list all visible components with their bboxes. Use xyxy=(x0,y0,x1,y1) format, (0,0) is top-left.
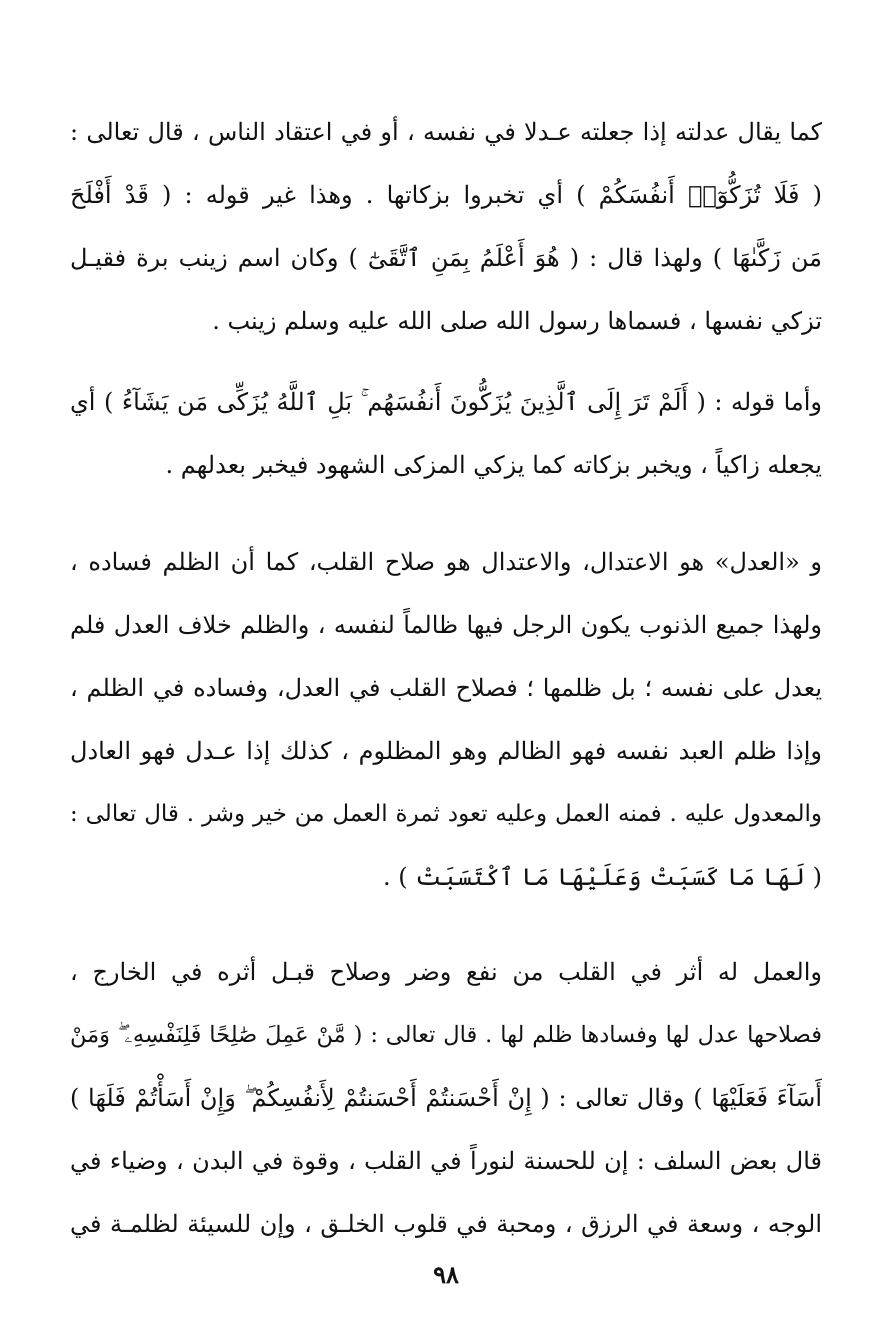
text-line: يعدل على نفسه ؛ بل ظلمها ؛ فصلاح القلب في العدل، وفساده في الظلم ، xyxy=(70,674,822,702)
text-line: والعمل له أثر في القلب من نفع وضر وصلاح قبـل أثره في الخارج ، xyxy=(70,958,822,986)
text-line: مَن زَكَّىٰهَا ) ولهذا قال : ( هُوَ أَعْلَمُ بِمَنِ ٱتَّقَىٰٓ ) وكان اسم زينب برة فقيـل xyxy=(70,244,822,272)
paragraph-1 xyxy=(70,101,822,353)
text-line: تزكي نفسها ، فسماها رسول الله صلى الله عليه وسلم زينب . xyxy=(212,307,822,335)
paragraph-3 xyxy=(70,531,822,909)
text-line: يجعله زاكياً ، ويخبر بزكاته كما يزكي المزكى الشهود فيخبر بعدلهم . xyxy=(165,451,822,479)
text-line: وأما قوله : ( أَلَمْ تَرَ إِلَى ٱلَّذِينَ يُزَكُّونَ أَنفُسَهُم ۚ بَلِ ٱللَّهُ يُزَكِّى مَن يَشَآءُ ) أي xyxy=(70,388,822,416)
text-line: ( لَهَا مَا كَسَبَتْ وَعَلَيْهَا مَا ٱكْتَسَبَتْ ) . xyxy=(383,863,822,891)
text-line: ( فَلَا تُزَكُّوٓا۟ أَنفُسَكُمْ ) أي تخبروا بزكاتها . وهذا غير قوله : ( قَدْ أَفْلَحَ xyxy=(70,181,822,209)
paragraph-2 xyxy=(70,371,822,497)
text-line: قال بعض السلف : إن للحسنة لنوراً في القلب ، وقوة في البدن ، وضياء في xyxy=(70,1147,822,1175)
text-line: وإذا ظلم العبد نفسه فهو الظالم وهو المظلوم ، كذلك إذا عـدل فهو العادل xyxy=(70,737,822,765)
text-line: والمعدول عليه . فمنه العمل وعليه تعود ثمرة العمل من خير وشر . قال تعالى : xyxy=(70,801,822,827)
page-number: ٩٨ xyxy=(433,1260,459,1289)
text-line: الوجه ، وسعة في الرزق ، ومحبة في قلوب الخلـق ، وإن للسيئة لظلمـة في xyxy=(70,1210,822,1238)
text-line: كما يقال عدلته إذا جعلته عـدلا في نفسه ، أو في اعتقاد الناس ، قال تعالى : xyxy=(70,118,822,146)
text-line: فصلاحها عدل لها وفسادها ظلم لها . قال تعالى : ( مَّنْ عَمِلَ صَٰلِحًا فَلِنَفْسِهِۦ ۖ وَمَنْ xyxy=(70,1022,822,1048)
text-line: ولهذا جميع الذنوب يكون الرجل فيها ظالماً لنفسه ، والظلم خلاف العدل فلم xyxy=(70,611,822,639)
text-line: أَسَآءَ فَعَلَيْهَا ) وقال تعالى : ( إِنْ أَحْسَنتُمْ أَحْسَنتُمْ لِأَنفُسِكُمْ ۖ وَإِنْ أَسَأْتُمْ فَلَهَا ) xyxy=(70,1084,822,1112)
text-line: و «العدل» هو الاعتدال، والاعتدال هو صلاح القلب، كما أن الظلم فساده ، xyxy=(70,548,822,576)
paragraph-4 xyxy=(70,941,822,1256)
